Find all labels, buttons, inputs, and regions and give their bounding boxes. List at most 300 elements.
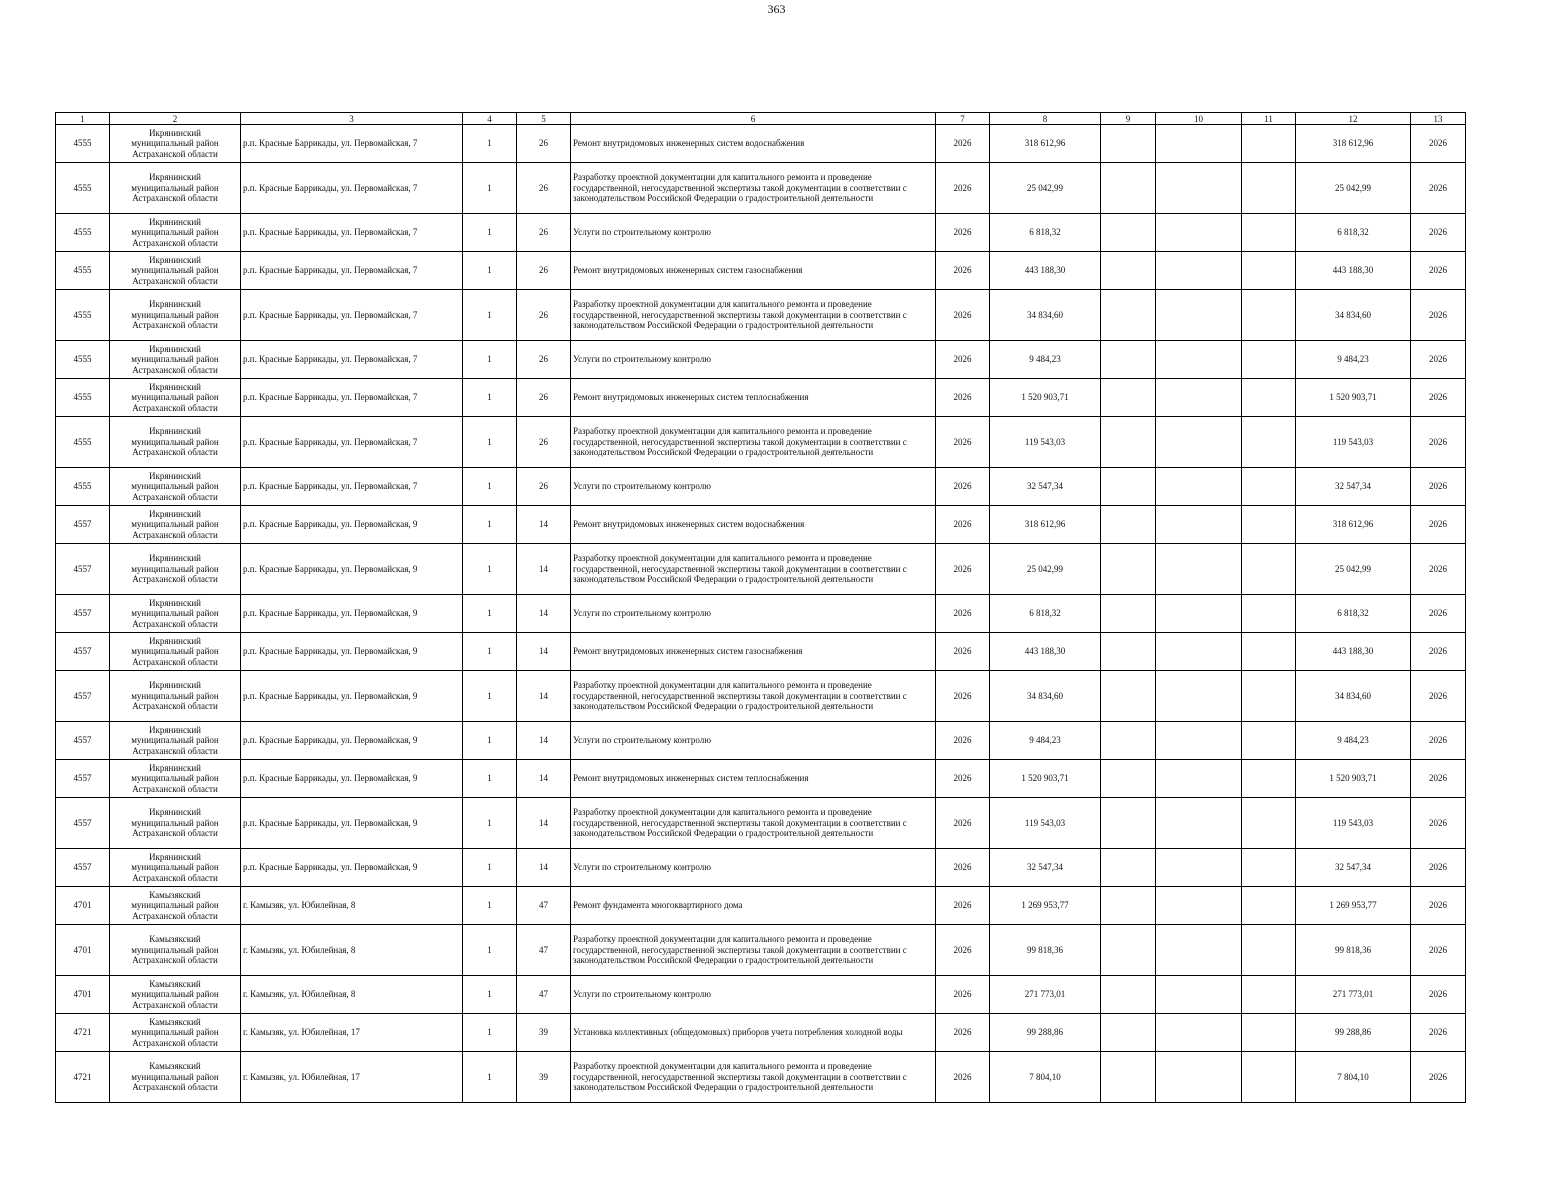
column-header-12: 12 [1296,113,1411,125]
repair-schedule-table [55,112,1466,1103]
total-cost-cell: 443 188,30 [1296,633,1411,671]
address-cell: р.п. Красные Баррикады, ул. Первомайская, 9 [241,506,463,544]
col9-cell [1101,1052,1156,1103]
table-row [56,798,1466,849]
table-row [56,760,1466,798]
total-cost-cell: 1 520 903,71 [1296,379,1411,417]
column-header-5: 5 [517,113,571,125]
row-id-cell: 4557 [56,633,110,671]
col11-cell [1242,341,1296,379]
col10-cell [1156,379,1242,417]
cost-cell: 1 269 953,77 [990,887,1101,925]
page-number: 363 [767,2,786,16]
end-year-cell: 2026 [1411,544,1466,595]
address-cell: р.п. Красные Баррикады, ул. Первомайская, 7 [241,417,463,468]
col10-cell [1156,760,1242,798]
total-cost-cell: 6 818,32 [1296,595,1411,633]
end-year-cell: 2026 [1411,595,1466,633]
col9-cell [1101,468,1156,506]
col5-cell: 14 [517,798,571,849]
col9-cell [1101,849,1156,887]
row-id-cell: 4557 [56,671,110,722]
col11-cell [1242,595,1296,633]
address-cell: р.п. Красные Баррикады, ул. Первомайская, 9 [241,595,463,633]
work-type-cell: Услуги по строительному контролю [571,468,936,506]
col9-cell [1101,760,1156,798]
table-row [56,1052,1466,1103]
col4-cell: 1 [463,125,517,163]
address-cell: р.п. Красные Баррикады, ул. Первомайская, 9 [241,671,463,722]
col5-cell: 14 [517,595,571,633]
year-cell: 2026 [936,722,990,760]
col10-cell [1156,798,1242,849]
year-cell: 2026 [936,798,990,849]
address-cell: г. Камызяк, ул. Юбилейная, 8 [241,976,463,1014]
table-row [56,849,1466,887]
col9-cell [1101,595,1156,633]
total-cost-cell: 34 834,60 [1296,671,1411,722]
address-cell: р.п. Красные Баррикады, ул. Первомайская, 9 [241,760,463,798]
col11-cell [1242,1052,1296,1103]
col5-cell: 14 [517,722,571,760]
end-year-cell: 2026 [1411,671,1466,722]
work-type-cell: Ремонт внутридомовых инженерных систем теплоснабжения [571,379,936,417]
col10-cell [1156,595,1242,633]
column-header-2: 2 [110,113,241,125]
col5-cell: 14 [517,760,571,798]
work-type-cell: Услуги по строительному контролю [571,976,936,1014]
district-cell: Камызякский муниципальный район Астраханской области [110,1052,241,1103]
cost-cell: 32 547,34 [990,849,1101,887]
address-cell: р.п. Красные Баррикады, ул. Первомайская, 7 [241,468,463,506]
row-id-cell: 4557 [56,849,110,887]
year-cell: 2026 [936,671,990,722]
total-cost-cell: 99 288,86 [1296,1014,1411,1052]
col4-cell: 1 [463,633,517,671]
col10-cell [1156,1014,1242,1052]
col10-cell [1156,633,1242,671]
cost-cell: 1 520 903,71 [990,379,1101,417]
col11-cell [1242,722,1296,760]
cost-cell: 25 042,99 [990,163,1101,214]
table-row [56,214,1466,252]
col9-cell [1101,252,1156,290]
col11-cell [1242,925,1296,976]
column-header-4: 4 [463,113,517,125]
total-cost-cell: 32 547,34 [1296,849,1411,887]
total-cost-cell: 34 834,60 [1296,290,1411,341]
col9-cell [1101,214,1156,252]
col9-cell [1101,925,1156,976]
district-cell: Камызякский муниципальный район Астраханской области [110,887,241,925]
total-cost-cell: 99 818,36 [1296,925,1411,976]
work-type-cell: Ремонт внутридомовых инженерных систем газоснабжения [571,252,936,290]
district-cell: Икрянинский муниципальный район Астраханской области [110,849,241,887]
cost-cell: 25 042,99 [990,544,1101,595]
row-id-cell: 4701 [56,887,110,925]
work-type-cell: Ремонт внутридомовых инженерных систем водоснабжения [571,506,936,544]
table-row [56,671,1466,722]
work-type-cell: Разработку проектной документации для капитального ремонта и проведение государственной, негосударственной экспертизы такой документации в соответствии с законодательством Российской Федерации о градостроительной деятельности [571,925,936,976]
end-year-cell: 2026 [1411,252,1466,290]
table-row [56,417,1466,468]
col4-cell: 1 [463,544,517,595]
col5-cell: 26 [517,290,571,341]
district-cell: Икрянинский муниципальный район Астраханской области [110,595,241,633]
col11-cell [1242,252,1296,290]
year-cell: 2026 [936,1014,990,1052]
col5-cell: 39 [517,1052,571,1103]
table-row [56,544,1466,595]
row-id-cell: 4557 [56,760,110,798]
year-cell: 2026 [936,887,990,925]
address-cell: р.п. Красные Баррикады, ул. Первомайская, 9 [241,722,463,760]
end-year-cell: 2026 [1411,379,1466,417]
col10-cell [1156,214,1242,252]
col5-cell: 14 [517,544,571,595]
end-year-cell: 2026 [1411,341,1466,379]
col4-cell: 1 [463,506,517,544]
col11-cell [1242,506,1296,544]
col4-cell: 1 [463,595,517,633]
cost-cell: 119 543,03 [990,417,1101,468]
work-type-cell: Разработку проектной документации для капитального ремонта и проведение государственной, негосударственной экспертизы такой документации в соответствии с законодательством Российской Федерации о градостроительной деятельности [571,798,936,849]
cost-cell: 99 818,36 [990,925,1101,976]
col9-cell [1101,417,1156,468]
total-cost-cell: 318 612,96 [1296,506,1411,544]
col10-cell [1156,849,1242,887]
total-cost-cell: 318 612,96 [1296,125,1411,163]
district-cell: Икрянинский муниципальный район Астраханской области [110,633,241,671]
year-cell: 2026 [936,290,990,341]
col4-cell: 1 [463,671,517,722]
total-cost-cell: 25 042,99 [1296,163,1411,214]
table-row [56,252,1466,290]
work-type-cell: Услуги по строительному контролю [571,214,936,252]
col10-cell [1156,887,1242,925]
table-row [56,925,1466,976]
address-cell: р.п. Красные Баррикады, ул. Первомайская, 9 [241,849,463,887]
col9-cell [1101,798,1156,849]
district-cell: Икрянинский муниципальный район Астраханской области [110,252,241,290]
table-row [56,633,1466,671]
column-header-1: 1 [56,113,110,125]
district-cell: Икрянинский муниципальный район Астраханской области [110,722,241,760]
col9-cell [1101,290,1156,341]
total-cost-cell: 1 520 903,71 [1296,760,1411,798]
row-id-cell: 4555 [56,214,110,252]
address-cell: р.п. Красные Баррикады, ул. Первомайская, 7 [241,379,463,417]
table-row [56,341,1466,379]
cost-cell: 271 773,01 [990,976,1101,1014]
col10-cell [1156,468,1242,506]
col11-cell [1242,671,1296,722]
table-row [56,887,1466,925]
total-cost-cell: 119 543,03 [1296,798,1411,849]
district-cell: Икрянинский муниципальный район Астраханской области [110,341,241,379]
row-id-cell: 4555 [56,341,110,379]
work-type-cell: Ремонт фундамента многоквартирного дома [571,887,936,925]
row-id-cell: 4555 [56,125,110,163]
work-type-cell: Разработку проектной документации для капитального ремонта и проведение государственной, негосударственной экспертизы такой документации в соответствии с законодательством Российской Федерации о градостроительной деятельности [571,671,936,722]
col10-cell [1156,506,1242,544]
col11-cell [1242,468,1296,506]
col10-cell [1156,925,1242,976]
col11-cell [1242,163,1296,214]
address-cell: г. Камызяк, ул. Юбилейная, 17 [241,1014,463,1052]
total-cost-cell: 6 818,32 [1296,214,1411,252]
col4-cell: 1 [463,379,517,417]
col4-cell: 1 [463,976,517,1014]
col9-cell [1101,976,1156,1014]
col9-cell [1101,544,1156,595]
address-cell: р.п. Красные Баррикады, ул. Первомайская, 9 [241,633,463,671]
table-row [56,506,1466,544]
district-cell: Икрянинский муниципальный район Астраханской области [110,544,241,595]
column-header-7: 7 [936,113,990,125]
col4-cell: 1 [463,1052,517,1103]
col11-cell [1242,1014,1296,1052]
col5-cell: 39 [517,1014,571,1052]
district-cell: Икрянинский муниципальный район Астраханской области [110,760,241,798]
address-cell: р.п. Красные Баррикады, ул. Первомайская, 7 [241,214,463,252]
end-year-cell: 2026 [1411,849,1466,887]
work-type-cell: Услуги по строительному контролю [571,341,936,379]
row-id-cell: 4701 [56,976,110,1014]
work-type-cell: Ремонт внутридомовых инженерных систем водоснабжения [571,125,936,163]
year-cell: 2026 [936,544,990,595]
work-type-cell: Услуги по строительному контролю [571,849,936,887]
col9-cell [1101,163,1156,214]
cost-cell: 318 612,96 [990,506,1101,544]
cost-cell: 119 543,03 [990,798,1101,849]
col9-cell [1101,125,1156,163]
work-type-cell: Разработку проектной документации для капитального ремонта и проведение государственной, негосударственной экспертизы такой документации в соответствии с законодательством Российской Федерации о градостроительной деятельности [571,1052,936,1103]
row-id-cell: 4555 [56,290,110,341]
address-cell: р.п. Красные Баррикады, ул. Первомайская, 7 [241,163,463,214]
district-cell: Икрянинский муниципальный район Астраханской области [110,506,241,544]
cost-cell: 1 520 903,71 [990,760,1101,798]
col11-cell [1242,214,1296,252]
table-row [56,468,1466,506]
row-id-cell: 4555 [56,468,110,506]
address-cell: р.п. Красные Баррикады, ул. Первомайская, 7 [241,290,463,341]
table-header-row [56,113,1466,125]
table-row [56,379,1466,417]
district-cell: Икрянинский муниципальный район Астраханской области [110,379,241,417]
col11-cell [1242,633,1296,671]
col10-cell [1156,722,1242,760]
end-year-cell: 2026 [1411,798,1466,849]
col10-cell [1156,417,1242,468]
cost-cell: 34 834,60 [990,671,1101,722]
col9-cell [1101,506,1156,544]
row-id-cell: 4557 [56,544,110,595]
address-cell: г. Камызяк, ул. Юбилейная, 8 [241,925,463,976]
table-row [56,976,1466,1014]
district-cell: Камызякский муниципальный район Астраханской области [110,1014,241,1052]
address-cell: г. Камызяк, ул. Юбилейная, 17 [241,1052,463,1103]
col5-cell: 26 [517,214,571,252]
col10-cell [1156,163,1242,214]
table-row [56,163,1466,214]
cost-cell: 443 188,30 [990,633,1101,671]
table-row [56,290,1466,341]
work-type-cell: Услуги по строительному контролю [571,595,936,633]
end-year-cell: 2026 [1411,506,1466,544]
work-type-cell: Установка коллективных (общедомовых) приборов учета потребления холодной воды [571,1014,936,1052]
row-id-cell: 4721 [56,1052,110,1103]
total-cost-cell: 271 773,01 [1296,976,1411,1014]
district-cell: Камызякский муниципальный район Астраханской области [110,925,241,976]
end-year-cell: 2026 [1411,976,1466,1014]
column-header-9: 9 [1101,113,1156,125]
end-year-cell: 2026 [1411,887,1466,925]
col5-cell: 26 [517,252,571,290]
col5-cell: 26 [517,125,571,163]
col5-cell: 47 [517,976,571,1014]
col11-cell [1242,417,1296,468]
col11-cell [1242,849,1296,887]
row-id-cell: 4555 [56,417,110,468]
row-id-cell: 4557 [56,506,110,544]
row-id-cell: 4557 [56,798,110,849]
col10-cell [1156,252,1242,290]
col5-cell: 26 [517,341,571,379]
total-cost-cell: 119 543,03 [1296,417,1411,468]
district-cell: Икрянинский муниципальный район Астраханской области [110,671,241,722]
col11-cell [1242,544,1296,595]
col5-cell: 14 [517,671,571,722]
end-year-cell: 2026 [1411,163,1466,214]
cost-cell: 9 484,23 [990,341,1101,379]
total-cost-cell: 1 269 953,77 [1296,887,1411,925]
year-cell: 2026 [936,379,990,417]
col9-cell [1101,722,1156,760]
district-cell: Икрянинский муниципальный район Астраханской области [110,125,241,163]
col10-cell [1156,1052,1242,1103]
col10-cell [1156,671,1242,722]
total-cost-cell: 25 042,99 [1296,544,1411,595]
end-year-cell: 2026 [1411,633,1466,671]
cost-cell: 32 547,34 [990,468,1101,506]
year-cell: 2026 [936,1052,990,1103]
year-cell: 2026 [936,595,990,633]
row-id-cell: 4557 [56,595,110,633]
district-cell: Икрянинский муниципальный район Астраханской области [110,163,241,214]
work-type-cell: Разработку проектной документации для капитального ремонта и проведение государственной, негосударственной экспертизы такой документации в соответствии с законодательством Российской Федерации о градостроительной деятельности [571,544,936,595]
col10-cell [1156,976,1242,1014]
address-cell: р.п. Красные Баррикады, ул. Первомайская, 7 [241,125,463,163]
col4-cell: 1 [463,417,517,468]
col9-cell [1101,671,1156,722]
col11-cell [1242,760,1296,798]
end-year-cell: 2026 [1411,1052,1466,1103]
col4-cell: 1 [463,849,517,887]
end-year-cell: 2026 [1411,760,1466,798]
row-id-cell: 4555 [56,379,110,417]
cost-cell: 443 188,30 [990,252,1101,290]
col4-cell: 1 [463,760,517,798]
col10-cell [1156,125,1242,163]
column-header-6: 6 [571,113,936,125]
cost-cell: 9 484,23 [990,722,1101,760]
cost-cell: 7 804,10 [990,1052,1101,1103]
district-cell: Камызякский муниципальный район Астраханской области [110,976,241,1014]
col11-cell [1242,976,1296,1014]
col5-cell: 47 [517,925,571,976]
cost-cell: 34 834,60 [990,290,1101,341]
column-header-10: 10 [1156,113,1242,125]
district-cell: Икрянинский муниципальный район Астраханской области [110,214,241,252]
col11-cell [1242,887,1296,925]
col10-cell [1156,290,1242,341]
row-id-cell: 4555 [56,252,110,290]
year-cell: 2026 [936,633,990,671]
col4-cell: 1 [463,798,517,849]
year-cell: 2026 [936,125,990,163]
cost-cell: 6 818,32 [990,214,1101,252]
col4-cell: 1 [463,925,517,976]
col5-cell: 14 [517,633,571,671]
address-cell: р.п. Красные Баррикады, ул. Первомайская, 9 [241,798,463,849]
column-header-13: 13 [1411,113,1466,125]
col10-cell [1156,544,1242,595]
district-cell: Икрянинский муниципальный район Астраханской области [110,798,241,849]
year-cell: 2026 [936,417,990,468]
total-cost-cell: 32 547,34 [1296,468,1411,506]
col5-cell: 26 [517,417,571,468]
address-cell: р.п. Красные Баррикады, ул. Первомайская, 7 [241,341,463,379]
year-cell: 2026 [936,849,990,887]
table-row [56,125,1466,163]
row-id-cell: 4555 [56,163,110,214]
col4-cell: 1 [463,341,517,379]
year-cell: 2026 [936,341,990,379]
col4-cell: 1 [463,722,517,760]
total-cost-cell: 9 484,23 [1296,722,1411,760]
col4-cell: 1 [463,252,517,290]
col11-cell [1242,290,1296,341]
cost-cell: 6 818,32 [990,595,1101,633]
end-year-cell: 2026 [1411,290,1466,341]
district-cell: Икрянинский муниципальный район Астраханской области [110,290,241,341]
col11-cell [1242,125,1296,163]
col4-cell: 1 [463,163,517,214]
work-type-cell: Разработку проектной документации для капитального ремонта и проведение государственной, негосударственной экспертизы такой документации в соответствии с законодательством Российской Федерации о градостроительной деятельности [571,290,936,341]
year-cell: 2026 [936,163,990,214]
cost-cell: 318 612,96 [990,125,1101,163]
col4-cell: 1 [463,290,517,341]
row-id-cell: 4557 [56,722,110,760]
address-cell: г. Камызяк, ул. Юбилейная, 8 [241,887,463,925]
end-year-cell: 2026 [1411,722,1466,760]
work-type-cell: Разработку проектной документации для капитального ремонта и проведение государственной, негосударственной экспертизы такой документации в соответствии с законодательством Российской Федерации о градостроительной деятельности [571,417,936,468]
col9-cell [1101,1014,1156,1052]
address-cell: р.п. Красные Баррикады, ул. Первомайская, 7 [241,252,463,290]
table-row [56,595,1466,633]
col5-cell: 14 [517,849,571,887]
col4-cell: 1 [463,887,517,925]
col5-cell: 26 [517,163,571,214]
column-header-11: 11 [1242,113,1296,125]
end-year-cell: 2026 [1411,1014,1466,1052]
table-row [56,722,1466,760]
end-year-cell: 2026 [1411,925,1466,976]
total-cost-cell: 9 484,23 [1296,341,1411,379]
col5-cell: 47 [517,887,571,925]
work-type-cell: Разработку проектной документации для капитального ремонта и проведение государственной, негосударственной экспертизы такой документации в соответствии с законодательством Российской Федерации о градостроительной деятельности [571,163,936,214]
